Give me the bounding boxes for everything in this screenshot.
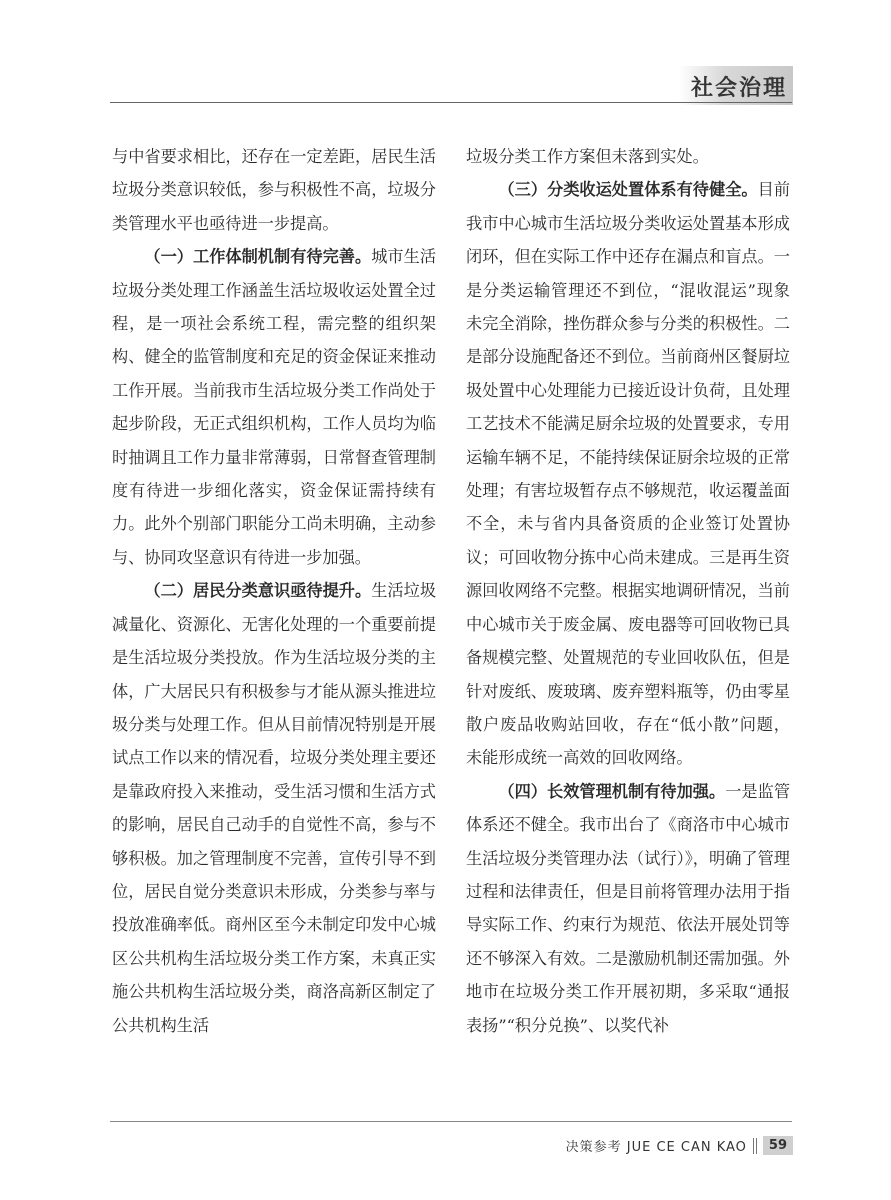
- right-column: [466, 140, 790, 1042]
- paragraph-heading: （三）分类收运处置体系有待健全。: [498, 180, 758, 200]
- paragraph-heading: （二）居民分类意识亟待提升。: [144, 581, 372, 601]
- paragraph-text: 城市生活垃圾分类处理工作涵盖生活垃圾收运处置全过程，是一项社会系统工程，需完整的组织架构、健全的监管制度和充足的资金保证来推动工作开展。当前我市生活垃圾分类工作尚处于起步阶段，无正式组织机构，工作人员均为临时抽调且工作力量非常薄弱，日常督查管理制度有待进一步细化落实，资金保证需持续有力。此外个别部门职能分工尚未明确，主动参与、协同攻坚意识有待进一步加强。: [112, 247, 437, 567]
- paragraph: [466, 775, 790, 1042]
- paragraph: [466, 173, 790, 774]
- paragraph-heading: （一）工作体制机制有待完善。: [144, 247, 372, 267]
- journal-name: 决策参考 JUE CE CAN KAO: [565, 1140, 747, 1155]
- paragraph-text: 生活垃圾减量化、资源化、无害化处理的一个重要前提是生活垃圾分类投放。作为生活垃圾分类的主体，广大居民只有积极参与才能从源头推进垃圾分类与处理工作。但从目前情况特别是开展试点工作以来的情况看，垃圾分类处理主要还是靠政府投入来推动，受生活习惯和生活方式的影响，居民自己动手的自觉性不高，参与不够积极。加之管理制度不完善，宣传引导不到位，居民自觉分类意识未形成，分类参与率与投放准确率低。商州区至今未制定印发中心城区公共机构生活垃圾分类工作方案，未真正实施公共机构生活垃圾分类，商洛高新区制定了公共机构生活: [112, 581, 437, 1035]
- footer-separator: [753, 1138, 757, 1154]
- paragraph-heading: （四）长效管理机制有待加强。: [498, 781, 726, 801]
- left-column: [112, 140, 436, 1042]
- paragraph-text: 与中省要求相比，还存在一定差距，居民生活垃圾分类意识较低，参与积极性不高，垃圾分类管理水平也亟待进一步提高。: [112, 147, 436, 233]
- paragraph: [466, 140, 790, 173]
- paragraph: [112, 140, 436, 240]
- section-title: 社会治理: [679, 66, 793, 105]
- paragraph: [112, 574, 436, 1042]
- paragraph-text: 垃圾分类工作方案但未落到实处。: [466, 147, 709, 166]
- footer-rule: [110, 1121, 792, 1122]
- page-footer: [566, 1136, 793, 1155]
- page-number: 59: [763, 1136, 793, 1155]
- header-rule: [110, 102, 792, 103]
- paragraph-text: 目前我市中心城市生活垃圾分类收运处置基本形成闭环，但在实际工作中还存在漏点和盲点。一是分类运输管理还不到位，“混收混运”现象未完全消除，挫伤群众参与分类的积极性。二是部分设施配备还不到位。当前商州区餐厨垃圾处置中心处理能力已接近设计负荷，且处理工艺技术不能满足厨余垃圾的处置要求，专用运输车辆不足，不能持续保证厨余垃圾的正常处理；有害垃圾暂存点不够规范，收运覆盖面不全，未与省内具备资质的企业签订处置协议；可回收物分拣中心尚未建成。三是再生资源回收网络不完整。根据实地调研情况，当前中心城市关于废金属、废电器等可回收物已具备规模完整、处置规范的专业回收队伍，但是针对废纸、废玻璃、废弃塑料瓶等，仍由零星散户废品收购站回收，存在“低小散”问题，未能形成统一高效的回收网络。: [466, 180, 791, 768]
- paragraph: [112, 240, 436, 574]
- paragraph-text: 一是监管体系还不健全。我市出台了《商洛市中心城市生活垃圾分类管理办法（试行）》，明确了管理过程和法律责任，但是目前将管理办法用于指导实际工作、约束行为规范、依法开展处罚等还不够深入有效。二是激励机制还需加强。外地市在垃圾分类工作开展初期，多采取“通报表扬”“积分兑换”、以奖代补: [466, 781, 791, 1035]
